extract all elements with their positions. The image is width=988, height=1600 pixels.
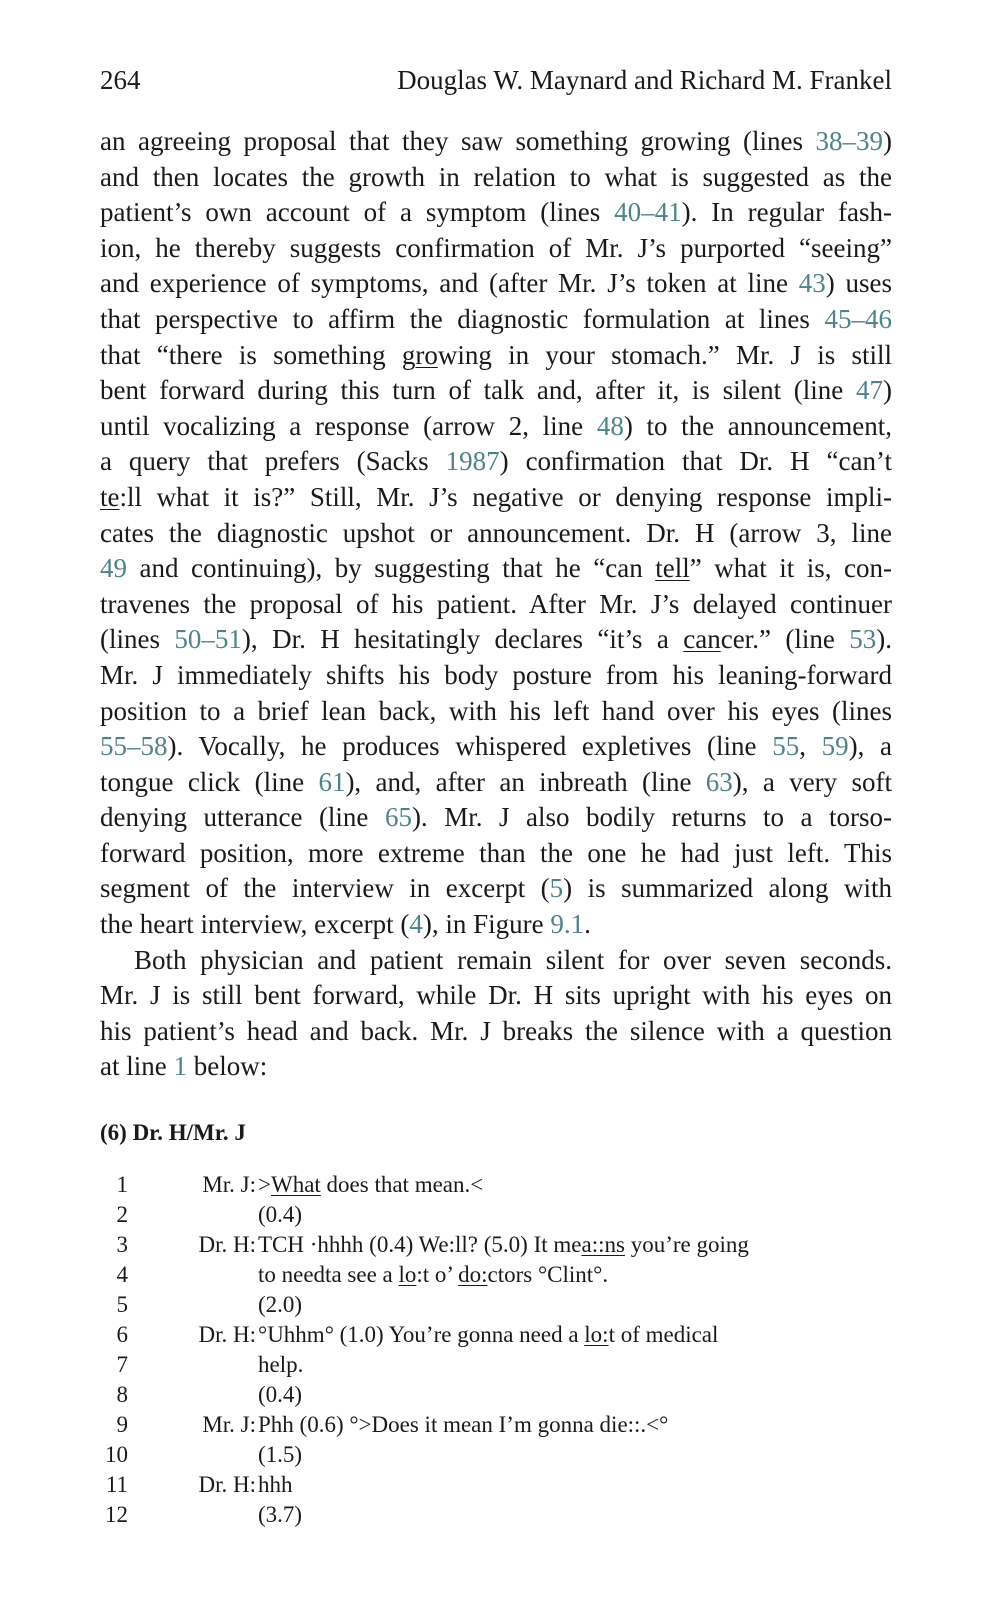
text-span: ). Mr. J also bodily returns to a torso- bbox=[411, 802, 892, 833]
text-line bbox=[100, 124, 892, 160]
line-number: 8 bbox=[116, 1382, 128, 1407]
paragraph-1 bbox=[100, 124, 892, 943]
text-span: :ll what it is?” Still, Mr. J’s negative or denying response impli- bbox=[119, 481, 892, 512]
utterance bbox=[258, 1230, 749, 1260]
text-line bbox=[100, 729, 892, 765]
cross-reference-link[interactable]: 5 bbox=[549, 873, 564, 904]
utterance bbox=[258, 1260, 608, 1290]
cross-reference-link[interactable]: 50–51 bbox=[174, 624, 242, 655]
text-span: bent forward during this turn of talk and, after it, is silent (line bbox=[100, 375, 856, 406]
text-span: , bbox=[799, 731, 822, 762]
utterance-text: (0.4) bbox=[258, 1382, 303, 1407]
utterance bbox=[258, 1380, 302, 1410]
speaker-label: Mr. J: bbox=[202, 1412, 256, 1437]
text-line bbox=[100, 551, 892, 587]
line-number: 12 bbox=[105, 1502, 128, 1527]
text-span: that “there is something bbox=[100, 339, 402, 370]
text-span: and continuing), by suggesting that he “can bbox=[127, 553, 656, 584]
paragraph-2 bbox=[100, 943, 892, 1085]
speaker-label: Mr. J: bbox=[202, 1172, 256, 1197]
utterance-text: you’re going bbox=[624, 1232, 749, 1257]
transcript-line bbox=[100, 1470, 892, 1500]
cross-reference-link[interactable]: 55 bbox=[772, 731, 800, 762]
text-span: at line bbox=[100, 1051, 174, 1082]
utterance bbox=[258, 1470, 293, 1500]
text-line bbox=[100, 480, 892, 516]
line-number: 1 bbox=[116, 1172, 128, 1197]
cross-reference-link[interactable]: 40–41 bbox=[614, 197, 682, 228]
utterance-text: TCH ·hhhh (0.4) We:ll? (5.0) It me bbox=[258, 1232, 582, 1257]
cross-reference-link[interactable]: 61 bbox=[318, 766, 346, 797]
text-span: the heart interview, excerpt ( bbox=[100, 909, 410, 940]
excerpt-title: (6) Dr. H/Mr. J bbox=[100, 1120, 246, 1145]
utterance-text: does that mean.< bbox=[320, 1172, 484, 1197]
transcript-line bbox=[100, 1350, 892, 1380]
transcript-line bbox=[100, 1500, 892, 1530]
text-span: ) bbox=[883, 126, 892, 156]
cross-reference-link[interactable]: 1 bbox=[173, 1051, 187, 1082]
text-line: and then locates the growth in relation to what is suggested as the bbox=[100, 161, 892, 192]
transcript-line bbox=[100, 1410, 892, 1440]
text-span: ) confirmation that Dr. H “can’t bbox=[499, 446, 892, 477]
page-header bbox=[100, 62, 892, 98]
underlined-emphasis: can bbox=[683, 624, 721, 655]
utterance-text: :t o’ bbox=[416, 1262, 459, 1287]
utterance-text: (3.7) bbox=[258, 1502, 303, 1527]
underlined-emphasis: do: bbox=[458, 1262, 488, 1287]
utterance-text: Phh (0.6) °>Does it mean I’m gonna die::.<° bbox=[258, 1412, 669, 1437]
transcript-line bbox=[100, 1170, 892, 1200]
text-span: below: bbox=[186, 1051, 268, 1082]
text-line: Mr. J is still bent forward, while Dr. H sits upright with his eyes on bbox=[100, 980, 892, 1011]
text-span: ) to the announcement, bbox=[623, 410, 892, 441]
underlined-emphasis: tell bbox=[655, 553, 690, 584]
figure-reference-link[interactable]: 9.1 bbox=[550, 909, 585, 940]
text-span: patient’s own account of a symptom (lines bbox=[100, 197, 615, 228]
cross-reference-link[interactable]: 48 bbox=[596, 410, 624, 441]
transcript-lines bbox=[100, 1170, 892, 1530]
cross-reference-link[interactable]: 45–46 bbox=[824, 303, 892, 334]
line-number: 2 bbox=[116, 1202, 128, 1227]
line-number: 5 bbox=[116, 1292, 128, 1317]
cross-reference-link[interactable]: 63 bbox=[705, 766, 733, 797]
cross-reference-link[interactable]: 43 bbox=[798, 268, 826, 299]
text-line: his patient’s head and back. Mr. J breaks the silence with a question bbox=[100, 1015, 892, 1046]
text-line: position to a brief lean back, with his left hand over his eyes (lines bbox=[100, 695, 892, 726]
cross-reference-link[interactable]: 59 bbox=[821, 731, 849, 762]
text-span: wing in your stomach.” Mr. J is still bbox=[437, 339, 892, 370]
page-number: 264 bbox=[100, 65, 141, 95]
text-span: until vocalizing a response (arrow 2, line bbox=[100, 410, 597, 441]
text-span: ) bbox=[883, 375, 892, 406]
utterance-text: > bbox=[258, 1172, 271, 1197]
utterance bbox=[258, 1500, 302, 1530]
text-span: ). Vocally, he produces whispered expletives (line bbox=[167, 731, 773, 762]
utterance-text: °Uhhm° (1.0) You’re gonna need a bbox=[258, 1322, 585, 1347]
utterance bbox=[258, 1290, 302, 1320]
line-number: 7 bbox=[116, 1352, 128, 1377]
transcript-line bbox=[100, 1290, 892, 1320]
utterance-text: to needta see a bbox=[258, 1262, 399, 1287]
text-line bbox=[100, 1049, 892, 1085]
text-span: cer.” (line bbox=[720, 624, 850, 655]
text-span: ), a bbox=[848, 731, 892, 762]
text-line: ion, he thereby suggests confirmation of Mr. J’s purported “seeing” bbox=[100, 232, 892, 263]
speaker-label: Dr. H: bbox=[198, 1232, 256, 1257]
text-line bbox=[100, 338, 892, 374]
citation-link[interactable]: 1987 bbox=[445, 446, 500, 477]
text-span: an agreeing proposal that they saw something growing (lines bbox=[100, 126, 816, 156]
text-span: tongue click (line bbox=[100, 766, 319, 797]
text-span: ). In regular fash- bbox=[681, 197, 892, 228]
text-span: ” what it is, con- bbox=[689, 553, 892, 584]
cross-reference-link[interactable]: 53 bbox=[849, 624, 877, 655]
utterance-text: (0.4) bbox=[258, 1202, 303, 1227]
cross-reference-link[interactable]: 65 bbox=[384, 802, 412, 833]
text-span: ), in Figure bbox=[422, 909, 551, 940]
underlined-emphasis: gro bbox=[401, 339, 438, 370]
underlined-emphasis: te bbox=[100, 481, 120, 512]
underlined-emphasis: lo bbox=[398, 1262, 417, 1287]
text-span: ), a very soft bbox=[732, 766, 892, 797]
text-span: that perspective to affirm the diagnostic formulation at lines bbox=[100, 303, 825, 334]
underlined-emphasis: lo: bbox=[584, 1322, 609, 1347]
text-line bbox=[100, 907, 892, 943]
text-line: Both physician and patient remain silent for over seven seconds. bbox=[134, 944, 892, 975]
utterance-text: t of medical bbox=[608, 1322, 719, 1347]
utterance-text: (2.0) bbox=[258, 1292, 303, 1317]
cross-reference-link[interactable]: 49 bbox=[100, 553, 127, 584]
cross-reference-link[interactable]: 47 bbox=[856, 375, 883, 406]
utterance bbox=[258, 1170, 483, 1200]
text-line bbox=[100, 409, 892, 445]
utterance bbox=[258, 1440, 302, 1470]
text-span: a query that prefers (Sacks bbox=[100, 446, 446, 477]
text-span: ). bbox=[876, 624, 892, 655]
text-line bbox=[100, 195, 892, 231]
text-span: ), and, after an inbreath (line bbox=[345, 766, 706, 797]
cross-reference-link[interactable]: 4 bbox=[409, 909, 423, 940]
text-span: (lines bbox=[100, 624, 175, 655]
cross-reference-link[interactable]: 38–39 bbox=[815, 126, 883, 156]
text-line: cates the diagnostic upshot or announcement. Dr. H (arrow 3, line bbox=[100, 517, 892, 548]
speaker-label: Dr. H: bbox=[198, 1472, 256, 1497]
utterance bbox=[258, 1350, 303, 1380]
line-number: 9 bbox=[116, 1412, 128, 1437]
transcript-line bbox=[100, 1230, 892, 1260]
text-line: forward position, more extreme than the one he had just left. This bbox=[100, 837, 892, 868]
line-number: 6 bbox=[116, 1322, 128, 1347]
utterance-text: help. bbox=[258, 1352, 304, 1377]
text-line bbox=[100, 302, 892, 338]
transcript-line bbox=[100, 1320, 892, 1350]
running-head-authors: Douglas W. Maynard and Richard M. Frankel bbox=[397, 65, 892, 95]
transcript-excerpt bbox=[100, 1118, 892, 1530]
line-number: 10 bbox=[105, 1442, 128, 1467]
transcript-line bbox=[100, 1380, 892, 1410]
utterance bbox=[258, 1320, 718, 1350]
text-line: travenes the proposal of his patient. After Mr. J’s delayed continuer bbox=[100, 588, 892, 619]
text-line bbox=[100, 444, 892, 480]
text-line: Mr. J immediately shifts his body posture from his leaning-forward bbox=[100, 659, 892, 690]
text-span: . bbox=[584, 909, 591, 940]
utterance-text: (1.5) bbox=[258, 1442, 303, 1467]
text-span: denying utterance (line bbox=[100, 802, 385, 833]
utterance-text: hhh bbox=[258, 1472, 293, 1497]
utterance bbox=[258, 1410, 668, 1440]
main-text bbox=[100, 124, 892, 1085]
transcript-line bbox=[100, 1200, 892, 1230]
text-line bbox=[100, 373, 892, 409]
text-line bbox=[100, 765, 892, 801]
line-number: 3 bbox=[116, 1232, 128, 1257]
underlined-emphasis: a::ns bbox=[581, 1232, 625, 1257]
utterance-text: ctors °Clint°. bbox=[487, 1262, 609, 1287]
utterance bbox=[258, 1200, 302, 1230]
cross-reference-link[interactable]: 55–58 bbox=[100, 731, 168, 762]
text-span: and experience of symptoms, and (after Mr. J’s token at line bbox=[100, 268, 799, 299]
text-span: ) is summarized along with bbox=[563, 873, 892, 904]
text-line bbox=[100, 871, 892, 907]
text-span: ), Dr. H hesitatingly declares “it’s a bbox=[241, 624, 684, 655]
text-line bbox=[100, 800, 892, 836]
underlined-emphasis: What bbox=[270, 1172, 321, 1197]
text-span: ) uses bbox=[825, 268, 892, 299]
transcript-line bbox=[100, 1260, 892, 1290]
text-line bbox=[100, 622, 892, 658]
text-line bbox=[100, 266, 892, 302]
transcript-line bbox=[100, 1440, 892, 1470]
line-number: 11 bbox=[105, 1472, 128, 1497]
line-number: 4 bbox=[116, 1262, 128, 1287]
text-span: segment of the interview in excerpt ( bbox=[100, 873, 550, 904]
speaker-label: Dr. H: bbox=[198, 1322, 256, 1347]
